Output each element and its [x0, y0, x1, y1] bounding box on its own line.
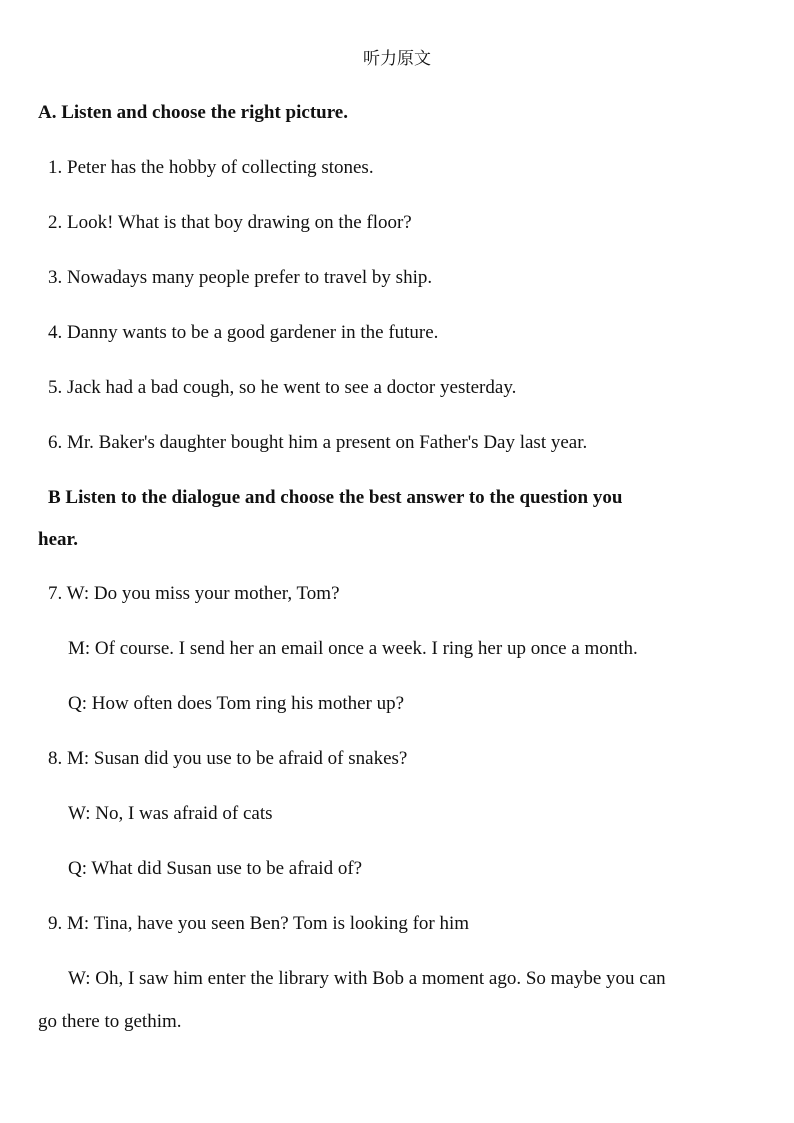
- section-a-item-4: 4. Danny wants to be a good gardener in the future.: [48, 322, 439, 343]
- section-a-item-3: 3. Nowadays many people prefer to travel by ship.: [48, 267, 433, 288]
- section-a-item-6: 6. Mr. Baker's daughter bought him a present on Father's Day last year.: [48, 432, 588, 453]
- section-b-heading: B Listen to the dialogue and choose the best answer to the question you: [48, 487, 623, 508]
- dialogue-8-first-line: 8. M: Susan did you use to be afraid of snakes?: [48, 748, 408, 769]
- dialogue-9-first-line: 9. M: Tina, have you seen Ben? Tom is looking for him: [48, 913, 470, 934]
- dialogue-9-reply: W: Oh, I saw him enter the library with Bob a moment ago. So maybe you can: [68, 968, 666, 989]
- page-title: 听力原文: [363, 49, 431, 69]
- dialogue-9-reply-continued: go there to gethim.: [38, 1011, 182, 1032]
- dialogue-7-reply: M: Of course. I send her an email once a week. I ring her up once a month.: [68, 638, 638, 659]
- section-a-item-1: 1. Peter has the hobby of collecting stones.: [48, 157, 374, 178]
- dialogue-8-reply: W: No, I was afraid of cats: [68, 803, 273, 824]
- dialogue-8-question: Q: What did Susan use to be afraid of?: [68, 858, 363, 879]
- section-a-item-5: 5. Jack had a bad cough, so he went to see a doctor yesterday.: [48, 377, 517, 398]
- section-b-heading-continued: hear.: [38, 529, 78, 550]
- section-a-item-2: 2. Look! What is that boy drawing on the floor?: [48, 212, 412, 233]
- dialogue-7-first-line: 7. W: Do you miss your mother, Tom?: [48, 583, 340, 604]
- section-a-heading: A. Listen and choose the right picture.: [38, 102, 348, 123]
- dialogue-7-question: Q: How often does Tom ring his mother up?: [68, 693, 405, 714]
